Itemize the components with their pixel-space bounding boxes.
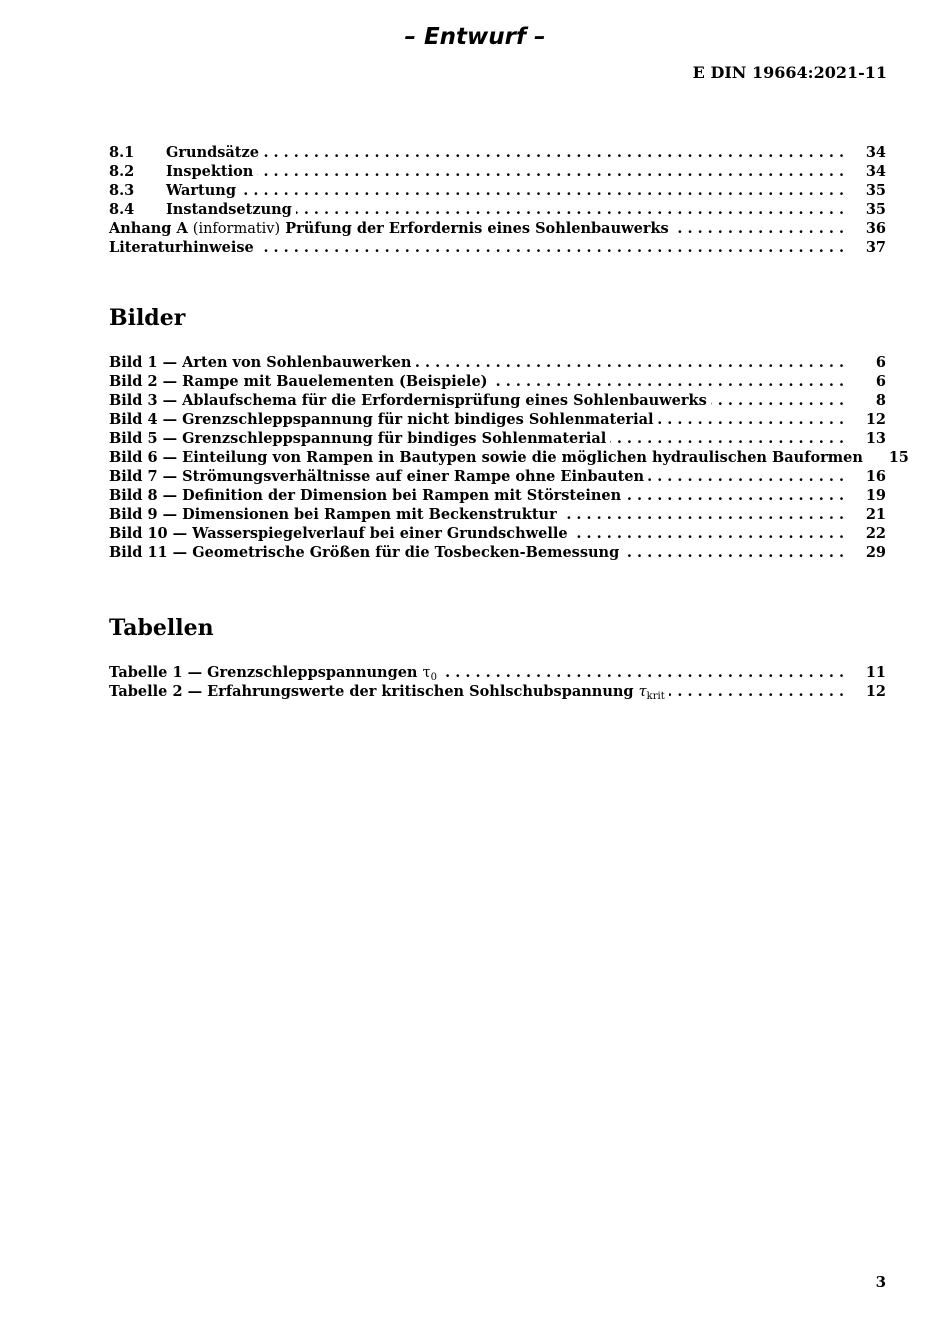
figure-entry-label: Bild 1 — Arten von Sohlenbauwerken [109, 354, 412, 371]
annex-prefix: Anhang A [109, 220, 188, 237]
figure-entry[interactable] [109, 543, 886, 562]
page-number: 3 [875, 1273, 886, 1291]
annex-note: (informativ) [192, 221, 281, 237]
toc-entry[interactable] [109, 181, 886, 200]
figure-entry-label: Bild 11 — Geometrische Größen für die Tosbecken-Bemessung [109, 544, 620, 561]
figure-entry-label: Bild 2 — Rampe mit Bauelementen (Beispiele) [109, 373, 488, 390]
dot-leader [648, 467, 844, 486]
table-entry[interactable] [109, 682, 886, 701]
figure-entry-label: Bild 10 — Wasserspiegelverlauf bei einer Grundschwelle [109, 525, 568, 542]
tau-symbol: τ [422, 665, 431, 681]
figure-entry-page: 8 [875, 392, 886, 409]
toc-entry-page: 34 [865, 163, 886, 180]
figure-entry[interactable] [109, 448, 909, 467]
tau-subscript: krit [646, 691, 665, 702]
figure-entry[interactable] [109, 391, 886, 410]
toc-entry-label: Wartung [166, 182, 236, 199]
dot-leader [258, 238, 844, 257]
figure-entry-page: 13 [865, 430, 886, 447]
table-entry[interactable] [109, 663, 886, 682]
figure-entry[interactable] [109, 372, 886, 391]
tau-symbol: τ [638, 684, 647, 700]
annex-label [109, 219, 669, 239]
figures-list [109, 353, 909, 562]
toc-entry-label: Inspektion [166, 163, 254, 180]
tables-list [109, 663, 886, 701]
toc-entry-literature[interactable] [109, 238, 886, 257]
dot-leader [415, 353, 844, 372]
toc-entry-label: Grundsätze [166, 144, 259, 161]
toc-entry-number: 8.2 [109, 163, 135, 180]
figure-entry[interactable] [109, 486, 886, 505]
toc-entry-number: 8.4 [109, 201, 135, 218]
dot-leader [561, 505, 844, 524]
figure-entry-page: 6 [875, 354, 886, 371]
table-entry-label [109, 682, 665, 706]
figure-entry[interactable] [109, 410, 886, 429]
dot-leader [296, 200, 844, 219]
figure-entry-label: Bild 9 — Dimensionen bei Rampen mit Beckenstruktur [109, 506, 557, 523]
figure-entry-page: 21 [865, 506, 886, 523]
table-entry-title: Tabelle 2 — Erfahrungswerte der kritischen Sohlschubspannung [109, 683, 634, 700]
figure-entry-label: Bild 3 — Ablaufschema für die Erfordernisprüfung eines Sohlenbauwerks [109, 392, 707, 409]
figure-entry-page: 19 [865, 487, 886, 504]
table-entry-title: Tabelle 1 — Grenzschleppspannungen [109, 664, 418, 681]
dot-leader [257, 162, 844, 181]
dot-leader [572, 524, 844, 543]
figure-entry-page: 6 [875, 373, 886, 390]
toc-entry-label: Instandsetzung [166, 201, 292, 218]
figure-entry-page: 12 [865, 411, 886, 428]
dot-leader [240, 181, 844, 200]
tables-heading: Tabellen [109, 615, 214, 641]
annex-title: Prüfung der Erfordernis eines Sohlenbauwerks [285, 220, 669, 237]
figure-entry-label: Bild 7 — Strömungsverhältnisse auf einer Rampe ohne Einbauten [109, 468, 645, 485]
figure-entry-page: 15 [888, 449, 909, 466]
toc-entry[interactable] [109, 200, 886, 219]
table-entry-page: 12 [865, 683, 886, 700]
literature-label: Literaturhinweise [109, 239, 254, 256]
toc-entry-annex[interactable] [109, 219, 886, 238]
toc-entry-number: 8.1 [109, 144, 135, 161]
toc-entry[interactable] [109, 162, 886, 181]
figure-entry-label: Bild 5 — Grenzschleppspannung für bindiges Sohlenmaterial [109, 430, 607, 447]
toc-entry-page: 36 [865, 220, 886, 237]
figure-entry[interactable] [109, 429, 886, 448]
toc-entry[interactable] [109, 143, 886, 162]
figure-entry-page: 22 [865, 525, 886, 542]
dot-leader [669, 682, 844, 701]
figures-heading: Bilder [109, 305, 186, 331]
figure-entry[interactable] [109, 467, 886, 486]
dot-leader [263, 143, 844, 162]
figure-entry-page: 29 [865, 544, 886, 561]
toc-list [109, 143, 886, 257]
toc-entry-page: 37 [865, 239, 886, 256]
table-entry-page: 11 [865, 664, 886, 681]
tau-subscript: 0 [430, 672, 437, 683]
figure-entry[interactable] [109, 353, 886, 372]
figure-entry[interactable] [109, 524, 886, 543]
document-number: E DIN 19664:2021-11 [692, 63, 887, 82]
dot-leader [441, 663, 844, 682]
draft-watermark: – Entwurf – [404, 24, 546, 50]
dot-leader [623, 543, 844, 562]
dot-leader [673, 219, 844, 238]
dot-leader [625, 486, 844, 505]
figure-entry-label: Bild 4 — Grenzschleppspannung für nicht bindiges Sohlenmaterial [109, 411, 654, 428]
dot-leader [610, 429, 844, 448]
toc-entry-page: 34 [865, 144, 886, 161]
dot-leader [492, 372, 844, 391]
figure-entry[interactable] [109, 505, 886, 524]
figure-entry-label: Bild 6 — Einteilung von Rampen in Bautypen sowie die möglichen hydraulischen Bauformen [109, 449, 863, 466]
toc-entry-page: 35 [865, 201, 886, 218]
dot-leader [711, 391, 844, 410]
toc-entry-page: 35 [865, 182, 886, 199]
figure-entry-label: Bild 8 — Definition der Dimension bei Rampen mit Störsteinen [109, 487, 622, 504]
figure-entry-page: 16 [865, 468, 886, 485]
dot-leader [658, 410, 845, 429]
toc-entry-number: 8.3 [109, 182, 135, 199]
